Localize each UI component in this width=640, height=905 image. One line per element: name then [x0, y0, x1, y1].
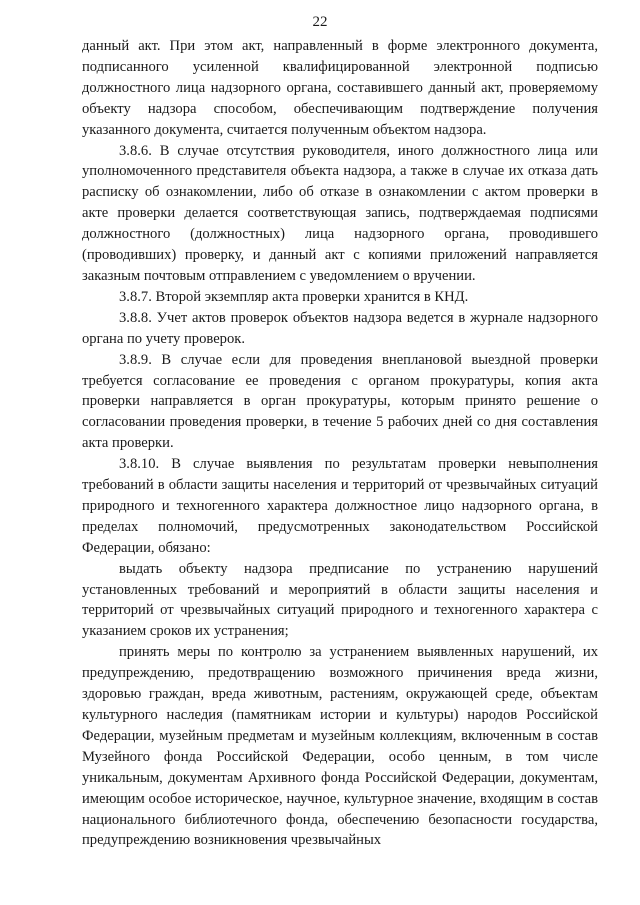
paragraph-3-8-7: 3.8.7. Второй экземпляр акта проверки хранится в КНД. — [119, 288, 469, 305]
obligation-item-issue-order: выдать объекту надзора предписание по устранению нарушений установленных требований и мероприятий в области защиты населения и территорий от чрезвычайных ситуаций природного и техногенного характера с указанием сроков их устранения; — [82, 560, 598, 640]
paragraph-3-8-10: 3.8.10. В случае выявления по результатам проверки невыполнения требований в области защиты населения и территорий от чрезвычайных ситуаций природного и техногенного характера должностное лицо надзорного органа, в пределах полномочий, предусмотренных законодательством Российской Федерации, обязано: — [82, 456, 598, 556]
document-body — [82, 36, 598, 851]
paragraph-3-8-6: 3.8.6. В случае отсутствия руководителя, иного должностного лица или уполномоченного представителя объекта надзора, а также в случае их отказа дать расписку об ознакомлении, либо об отказе в ознакомлении с актом проверки в акте проверки делается соответствующая запись, подтверждаемая подписями должностного (должностных) лица надзорного органа, проводившего (проводивших) проверку, и данный акт с копиями приложений направляется заказным почтовым отправлением с уведомлением о вручении. — [82, 142, 598, 284]
paragraph-3-8-9: 3.8.9. В случае если для проведения внеплановой выездной проверки требуется согласование ее проведения с органом прокуратуры, копия акта проверки направляется в орган прокуратуры, которым принято решение о согласовании проведения проверки, в течение 5 рабочих дней со дня составления акта проверки. — [82, 351, 598, 452]
paragraph-continuation: данный акт. При этом акт, направленный в форме электронного документа, подписанного усиленной квалифицированной электронной подписью должностного лица надзорного органа, составившего данный акт, проверяемому объекту надзора способом, обеспечивающим подтверждение получения указанного документа, считается полученным объектом надзора. — [82, 38, 598, 138]
paragraph-3-8-8: 3.8.8. Учет актов проверок объектов надзора ведется в журнале надзорного органа по учету проверок. — [82, 309, 598, 347]
obligation-item-take-measures: принять меры по контролю за устранением выявленных нарушений, их предупреждению, предотвращению возможного причинения вреда жизни, здоровью граждан, вреда животным, растениям, окружающей среде, объектам культурного наследия (памятникам истории и культуры) народов Российской Федерации, музейным предметам и музейным коллекциям, включенным в состав Музейного фонда Российской Федерации, особо ценным, в том числе уникальным, документам Архивного фонда Российской Федерации, документам, имеющим особое историческое, научное, культурное значение, входящим в состав национального библиотечного фонда, обеспечению безопасности государства, предупреждению возникновения чрезвычайных — [82, 644, 598, 849]
page-number: 22 — [312, 14, 328, 30]
